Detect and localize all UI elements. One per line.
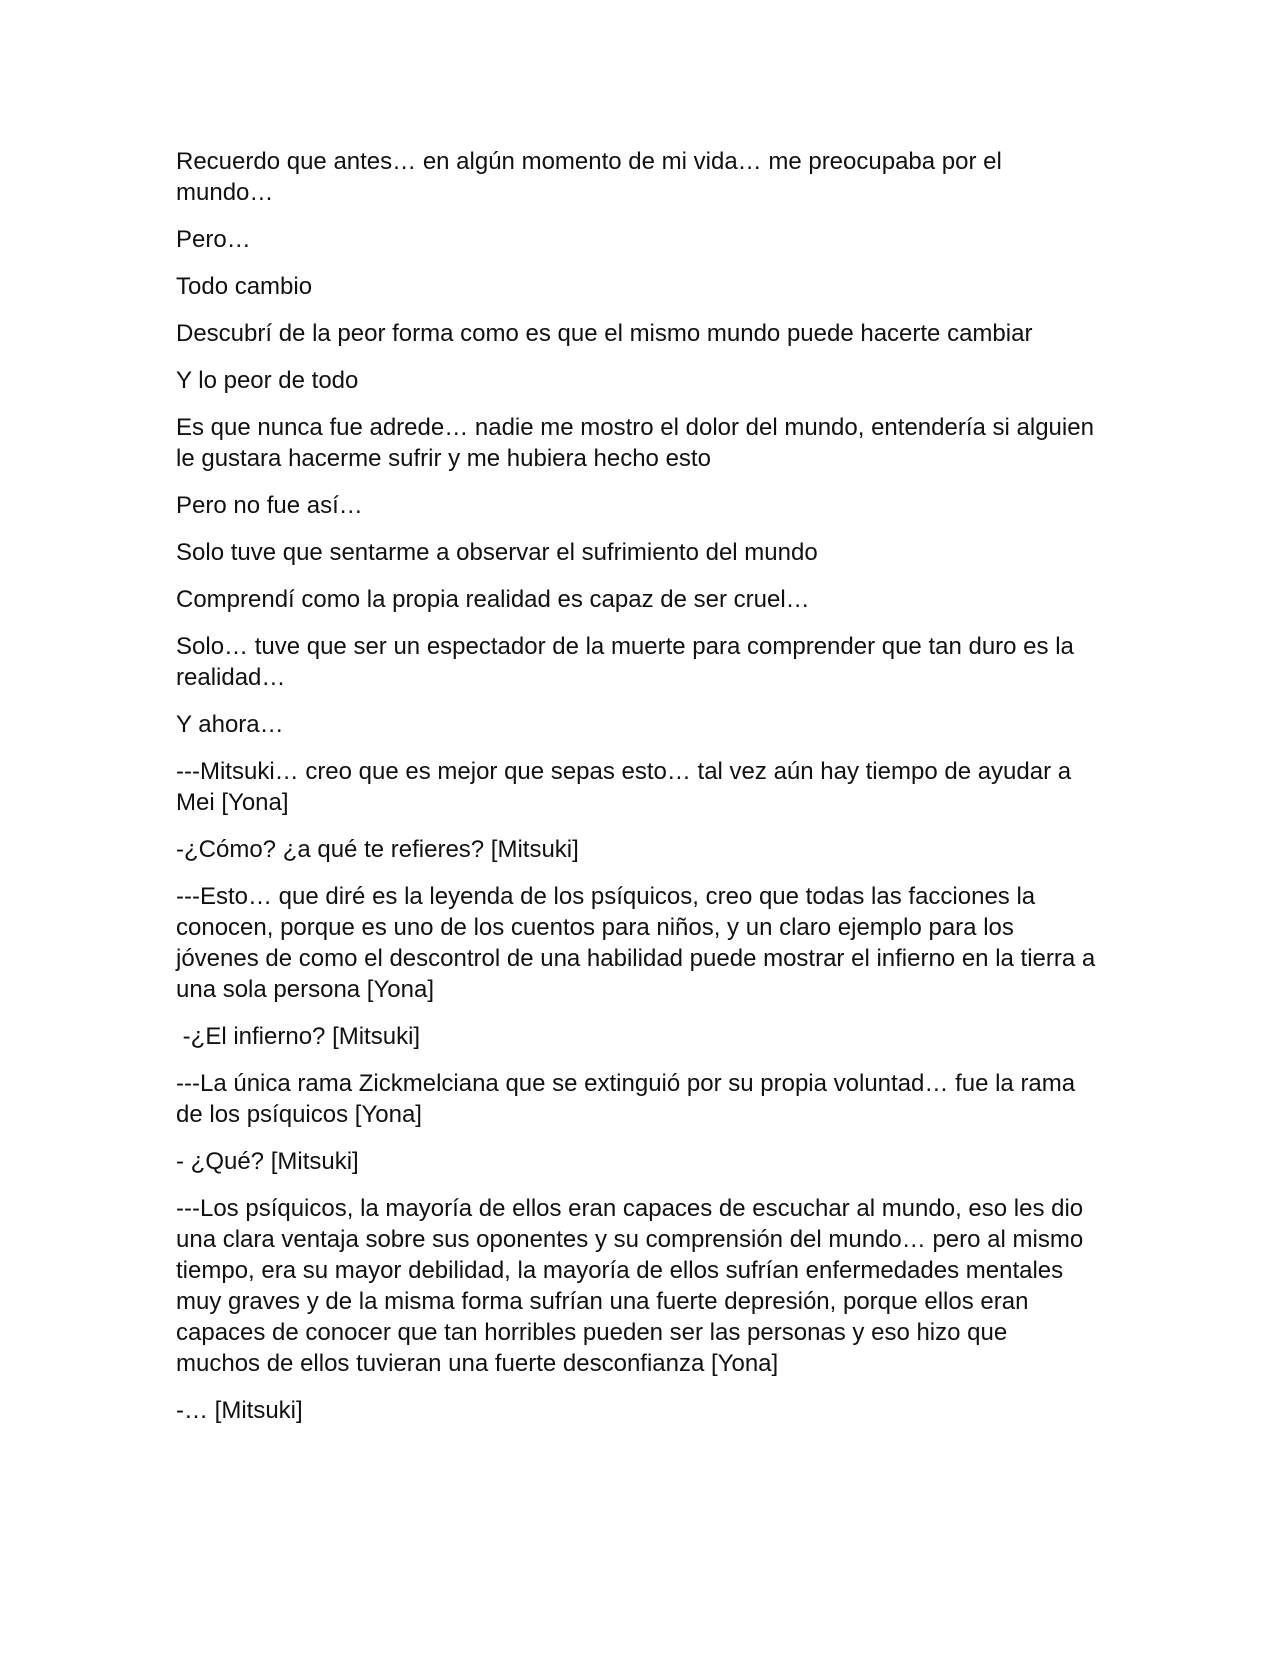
paragraph: ---La única rama Zickmelciana que se extinguió por su propia voluntad… fue la rama de los psíquicos [Yona] (176, 1070, 1082, 1128)
paragraph: -¿El infierno? [Mitsuki] (176, 1023, 421, 1050)
document-body (176, 146, 1102, 1442)
paragraph: Es que nunca fue adrede… nadie me mostro el dolor del mundo, entendería si alguien le gustara hacerme sufrir y me hubiera hecho esto (176, 414, 1101, 472)
paragraph: Descubrí de la peor forma como es que el mismo mundo puede hacerte cambiar (176, 320, 1033, 347)
paragraph: Pero no fue así… (176, 492, 363, 519)
paragraph: Solo… tuve que ser un espectador de la muerte para comprender que tan duro es la realidad… (176, 633, 1081, 691)
paragraph: - ¿Qué? [Mitsuki] (176, 1148, 359, 1175)
paragraph: Comprendí como la propia realidad es capaz de ser cruel… (176, 586, 810, 613)
paragraph: Recuerdo que antes… en algún momento de mi vida… me preocupaba por el mundo… (176, 148, 1009, 206)
paragraph: Solo tuve que sentarme a observar el sufrimiento del mundo (176, 539, 818, 566)
paragraph: Todo cambio (176, 273, 313, 300)
paragraph: ---Mitsuki… creo que es mejor que sepas esto… tal vez aún hay tiempo de ayudar a Mei [Yona] (176, 758, 1078, 816)
paragraph: Y lo peor de todo (176, 367, 359, 394)
paragraph: -… [Mitsuki] (176, 1397, 303, 1424)
paragraph: ---Los psíquicos, la mayoría de ellos eran capaces de escuchar al mundo, eso les dio una clara ventaja sobre sus oponentes y su comprensión del mundo… pero al mismo tiempo, era su mayor debilidad, la mayoría de ellos sufrían enfermedades mentales muy graves y de la misma forma sufrían una fuerte depresión, porque ellos eran capaces de conocer que tan horribles pueden ser las personas y eso hizo que muchos de ellos tuvieran una fuerte desconfianza [Yona] (176, 1195, 1090, 1377)
paragraph: -¿Cómo? ¿a qué te refieres? [Mitsuki] (176, 836, 579, 863)
paragraph: Y ahora… (176, 711, 284, 738)
paragraph: Pero… (176, 226, 251, 253)
paragraph: ---Esto… que diré es la leyenda de los psíquicos, creo que todas las facciones la conocen, porque es uno de los cuentos para niños, y un claro ejemplo para los jóvenes de como el descontrol de una habilidad puede mostrar el infierno en la tierra a una sola persona [Yona] (176, 883, 1102, 1003)
